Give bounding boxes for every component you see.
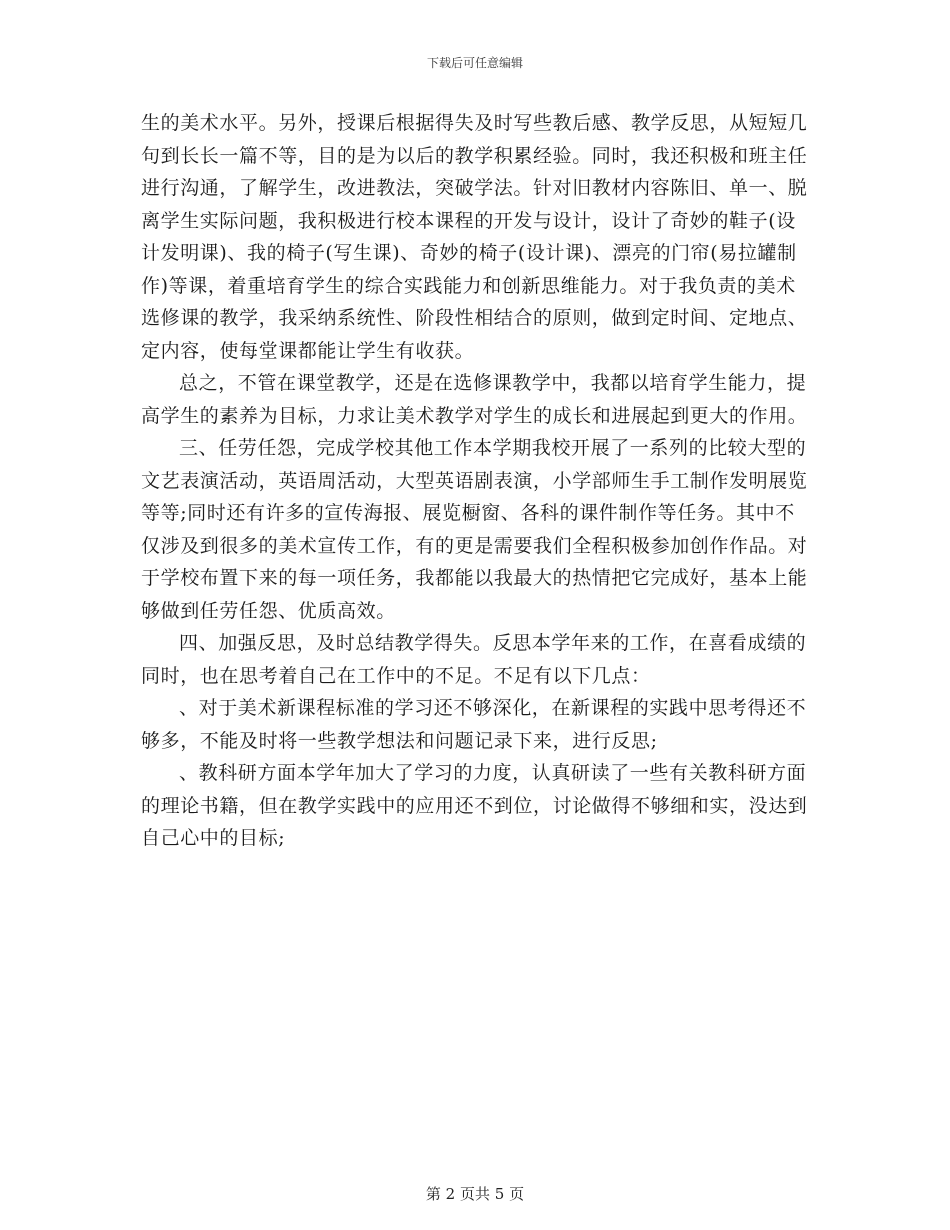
paragraph-2: 总之，不管在课堂教学，还是在选修课教学中，我都以培育学生能力，提高学生的素养为目标，力求让美术教学对学生的成长和进展起到更大的作用。 <box>141 372 808 427</box>
page-header: 下载后可任意编辑 <box>426 56 523 70</box>
paragraph-6: 、教科研方面本学年加大了学习的力度，认真研读了一些有关教科研方面的理论书籍，但在教学实践中的应用还不到位，讨论做得不够细和实，没达到自己心中的目标; <box>141 762 808 849</box>
document-body <box>141 107 811 855</box>
paragraph-1: 生的美术水平。另外，授课后根据得失及时写些教后感、教学反思，从短短几句到长长一篇不等，目的是为以后的教学积累经验。同时，我还积极和班主任进行沟通，了解学生，改进教法，突破学法。针对旧教材内容陈旧、单一、脱离学生实际问题，我积极进行校本课程的开发与设计，设计了奇妙的鞋子(设计发明课)、我的椅子(写生课)、奇妙的椅子(设计课)、漂亮的门帘(易拉罐制作)等课，着重培育学生的综合实践能力和创新思维能力。对于我负责的美术选修课的教学，我采纳系统性、阶段性相结合的原则，做到定时间、定地点、定内容，使每堂课都能让学生有收获。 <box>141 112 808 362</box>
page-footer: 第 2 页共 5 页 <box>425 1185 525 1203</box>
paragraph-5: 、对于美术新课程标准的学习还不够深化，在新课程的实践中思考得还不够多，不能及时将一些教学想法和问题记录下来，进行反思; <box>141 697 807 752</box>
paragraph-3: 三、任劳任怨，完成学校其他工作本学期我校开展了一系列的比较大型的文艺表演活动，英语周活动，大型英语剧表演，小学部师生手工制作发明展览等等;同时还有许多的宣传海报、展览橱窗、各科的课件制作等任务。其中不仅涉及到很多的美术宣传工作，有的更是需要我们全程积极参加创作作品。对于学校布置下来的每一项任务，我都能以我最大的热情把它完成好，基本上能够做到任劳任怨、优质高效。 <box>141 437 808 622</box>
paragraph-4: 四、加强反思，及时总结教学得失。反思本学年来的工作，在喜看成绩的同时，也在思考着自己在工作中的不足。不足有以下几点： <box>141 632 807 687</box>
